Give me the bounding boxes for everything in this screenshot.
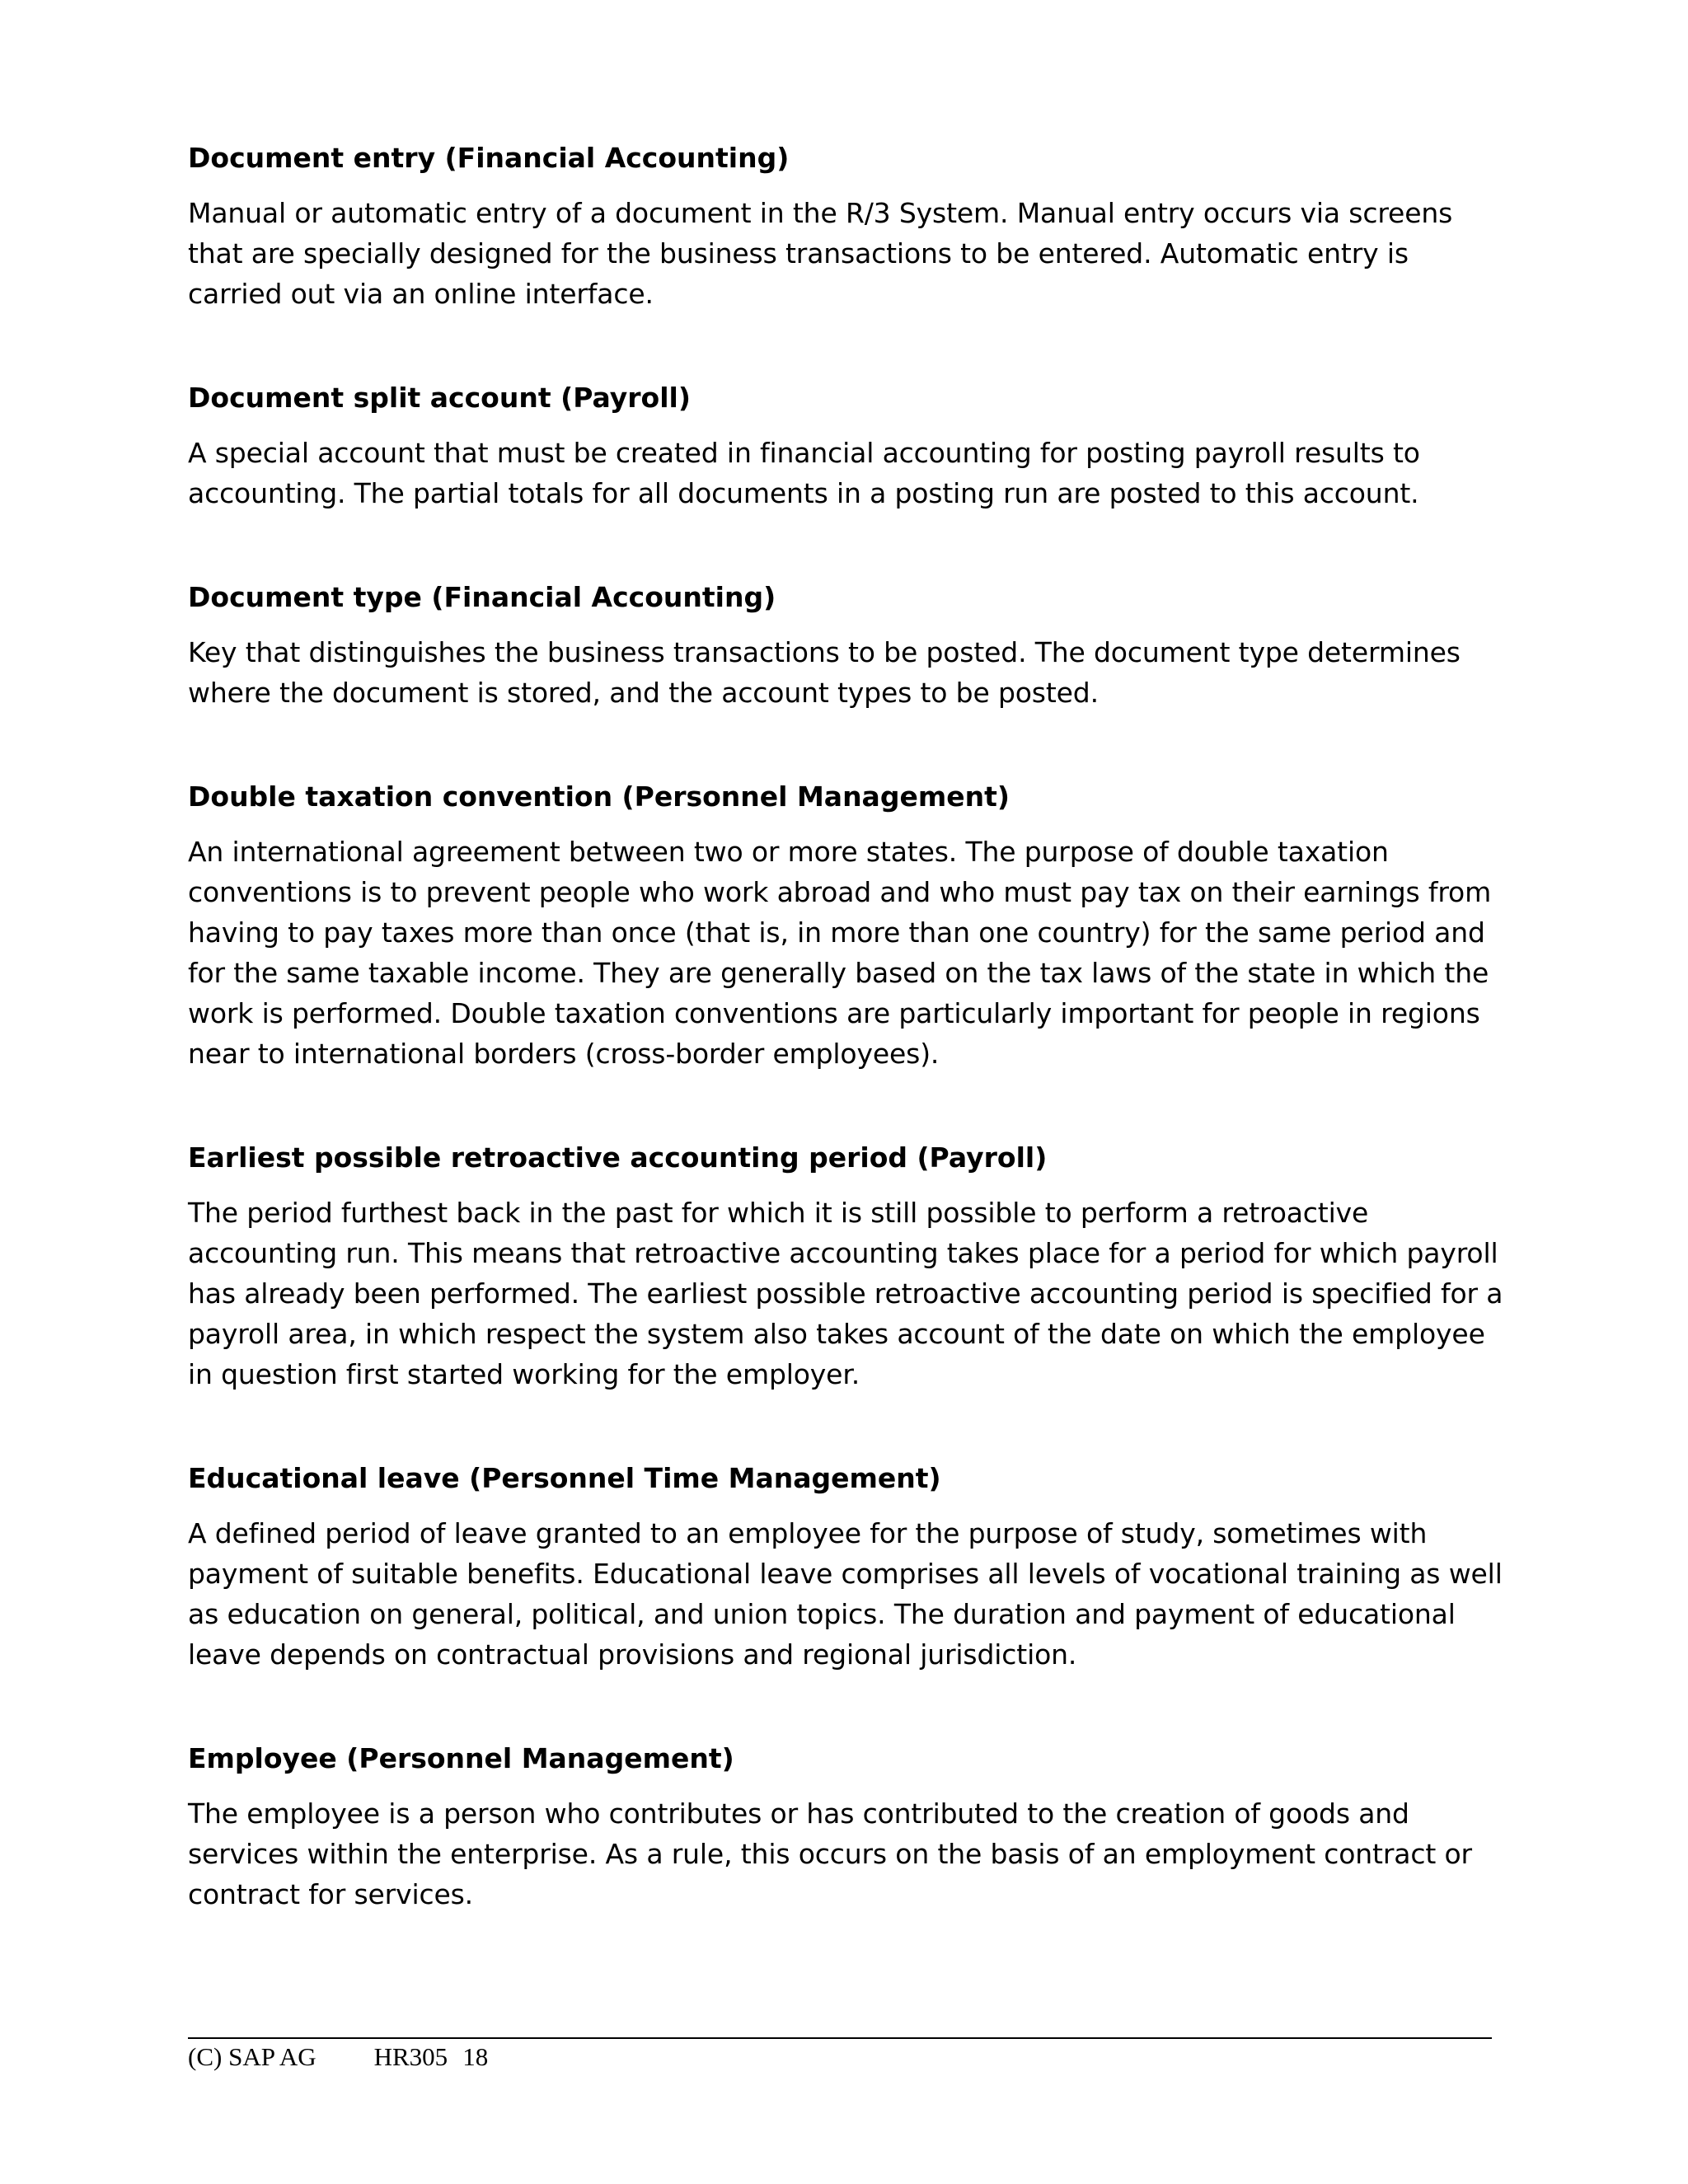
glossary-definition: A defined period of leave granted to an employee for the purpose of study, sometimes with payment of suitable benefits. Educational leave comprises all levels of vocational training as well as education on general, political, and union topics. The duration and payment of educational leave depends on contractual provisions and regional jurisdiction. — [188, 1517, 1503, 1671]
footer-course-code: HR305 — [373, 2042, 448, 2071]
page-footer — [188, 2041, 488, 2074]
glossary-term: Document split account (Payroll) — [188, 382, 691, 414]
glossary-entry-double-taxation-convention — [188, 777, 1507, 1074]
glossary-entry-earliest-retroactive-period — [188, 1138, 1507, 1394]
glossary-term: Document entry (Financial Accounting) — [188, 142, 790, 174]
glossary-term: Document type (Financial Accounting) — [188, 581, 776, 613]
glossary-page — [188, 138, 1507, 1979]
glossary-entry-document-split-account — [188, 378, 1507, 513]
glossary-definition: Manual or automatic entry of a document in the R/3 System. Manual entry occurs via screens that are specially designed for the business transactions to be entered. Automatic entry is carried out via an online interface. — [188, 197, 1453, 310]
glossary-term: Earliest possible retroactive accounting period (Payroll) — [188, 1141, 1048, 1174]
glossary-term: Double taxation convention (Personnel Management) — [188, 780, 1010, 813]
glossary-definition: The employee is a person who contributes or has contributed to the creation of goods and services within the enterprise. As a rule, this occurs on the basis of an employment contract or contract for services. — [188, 1797, 1472, 1910]
glossary-definition: Key that distinguishes the business transactions to be posted. The document type determines where the document is stored, and the account types to be posted. — [188, 636, 1461, 709]
glossary-definition: An international agreement between two or more states. The purpose of double taxation conventions is to prevent people who work abroad and who must pay tax on their earnings from having to pay taxes more than once (that is, in more than one country) for the same period and for the same taxable income. They are generally based on the tax laws of the state in which the work is performed. Double taxation conventions are particularly important for people in regions near to international borders (cross-border employees). — [188, 836, 1492, 1070]
glossary-entry-document-entry — [188, 138, 1507, 314]
glossary-entry-employee — [188, 1739, 1507, 1915]
glossary-term: Educational leave (Personnel Time Management) — [188, 1462, 941, 1494]
footer-divider — [188, 2037, 1492, 2039]
footer-page-number: 18 — [462, 2042, 489, 2071]
glossary-entry-document-type — [188, 578, 1507, 713]
glossary-entry-educational-leave — [188, 1459, 1507, 1675]
glossary-term: Employee (Personnel Management) — [188, 1742, 734, 1774]
glossary-definition: A special account that must be created in financial accounting for posting payroll results to accounting. The partial totals for all documents in a posting run are posted to this account. — [188, 437, 1420, 509]
glossary-definition: The period furthest back in the past for which it is still possible to perform a retroactive accounting run. This means that retroactive accounting takes place for a period for which payroll has already been performed. The earliest possible retroactive accounting period is specified for a payroll area, in which respect the system also takes account of the date on which the employee in question first started working for the employer. — [188, 1197, 1503, 1390]
footer-copyright: (C) SAP AG — [188, 2042, 316, 2071]
